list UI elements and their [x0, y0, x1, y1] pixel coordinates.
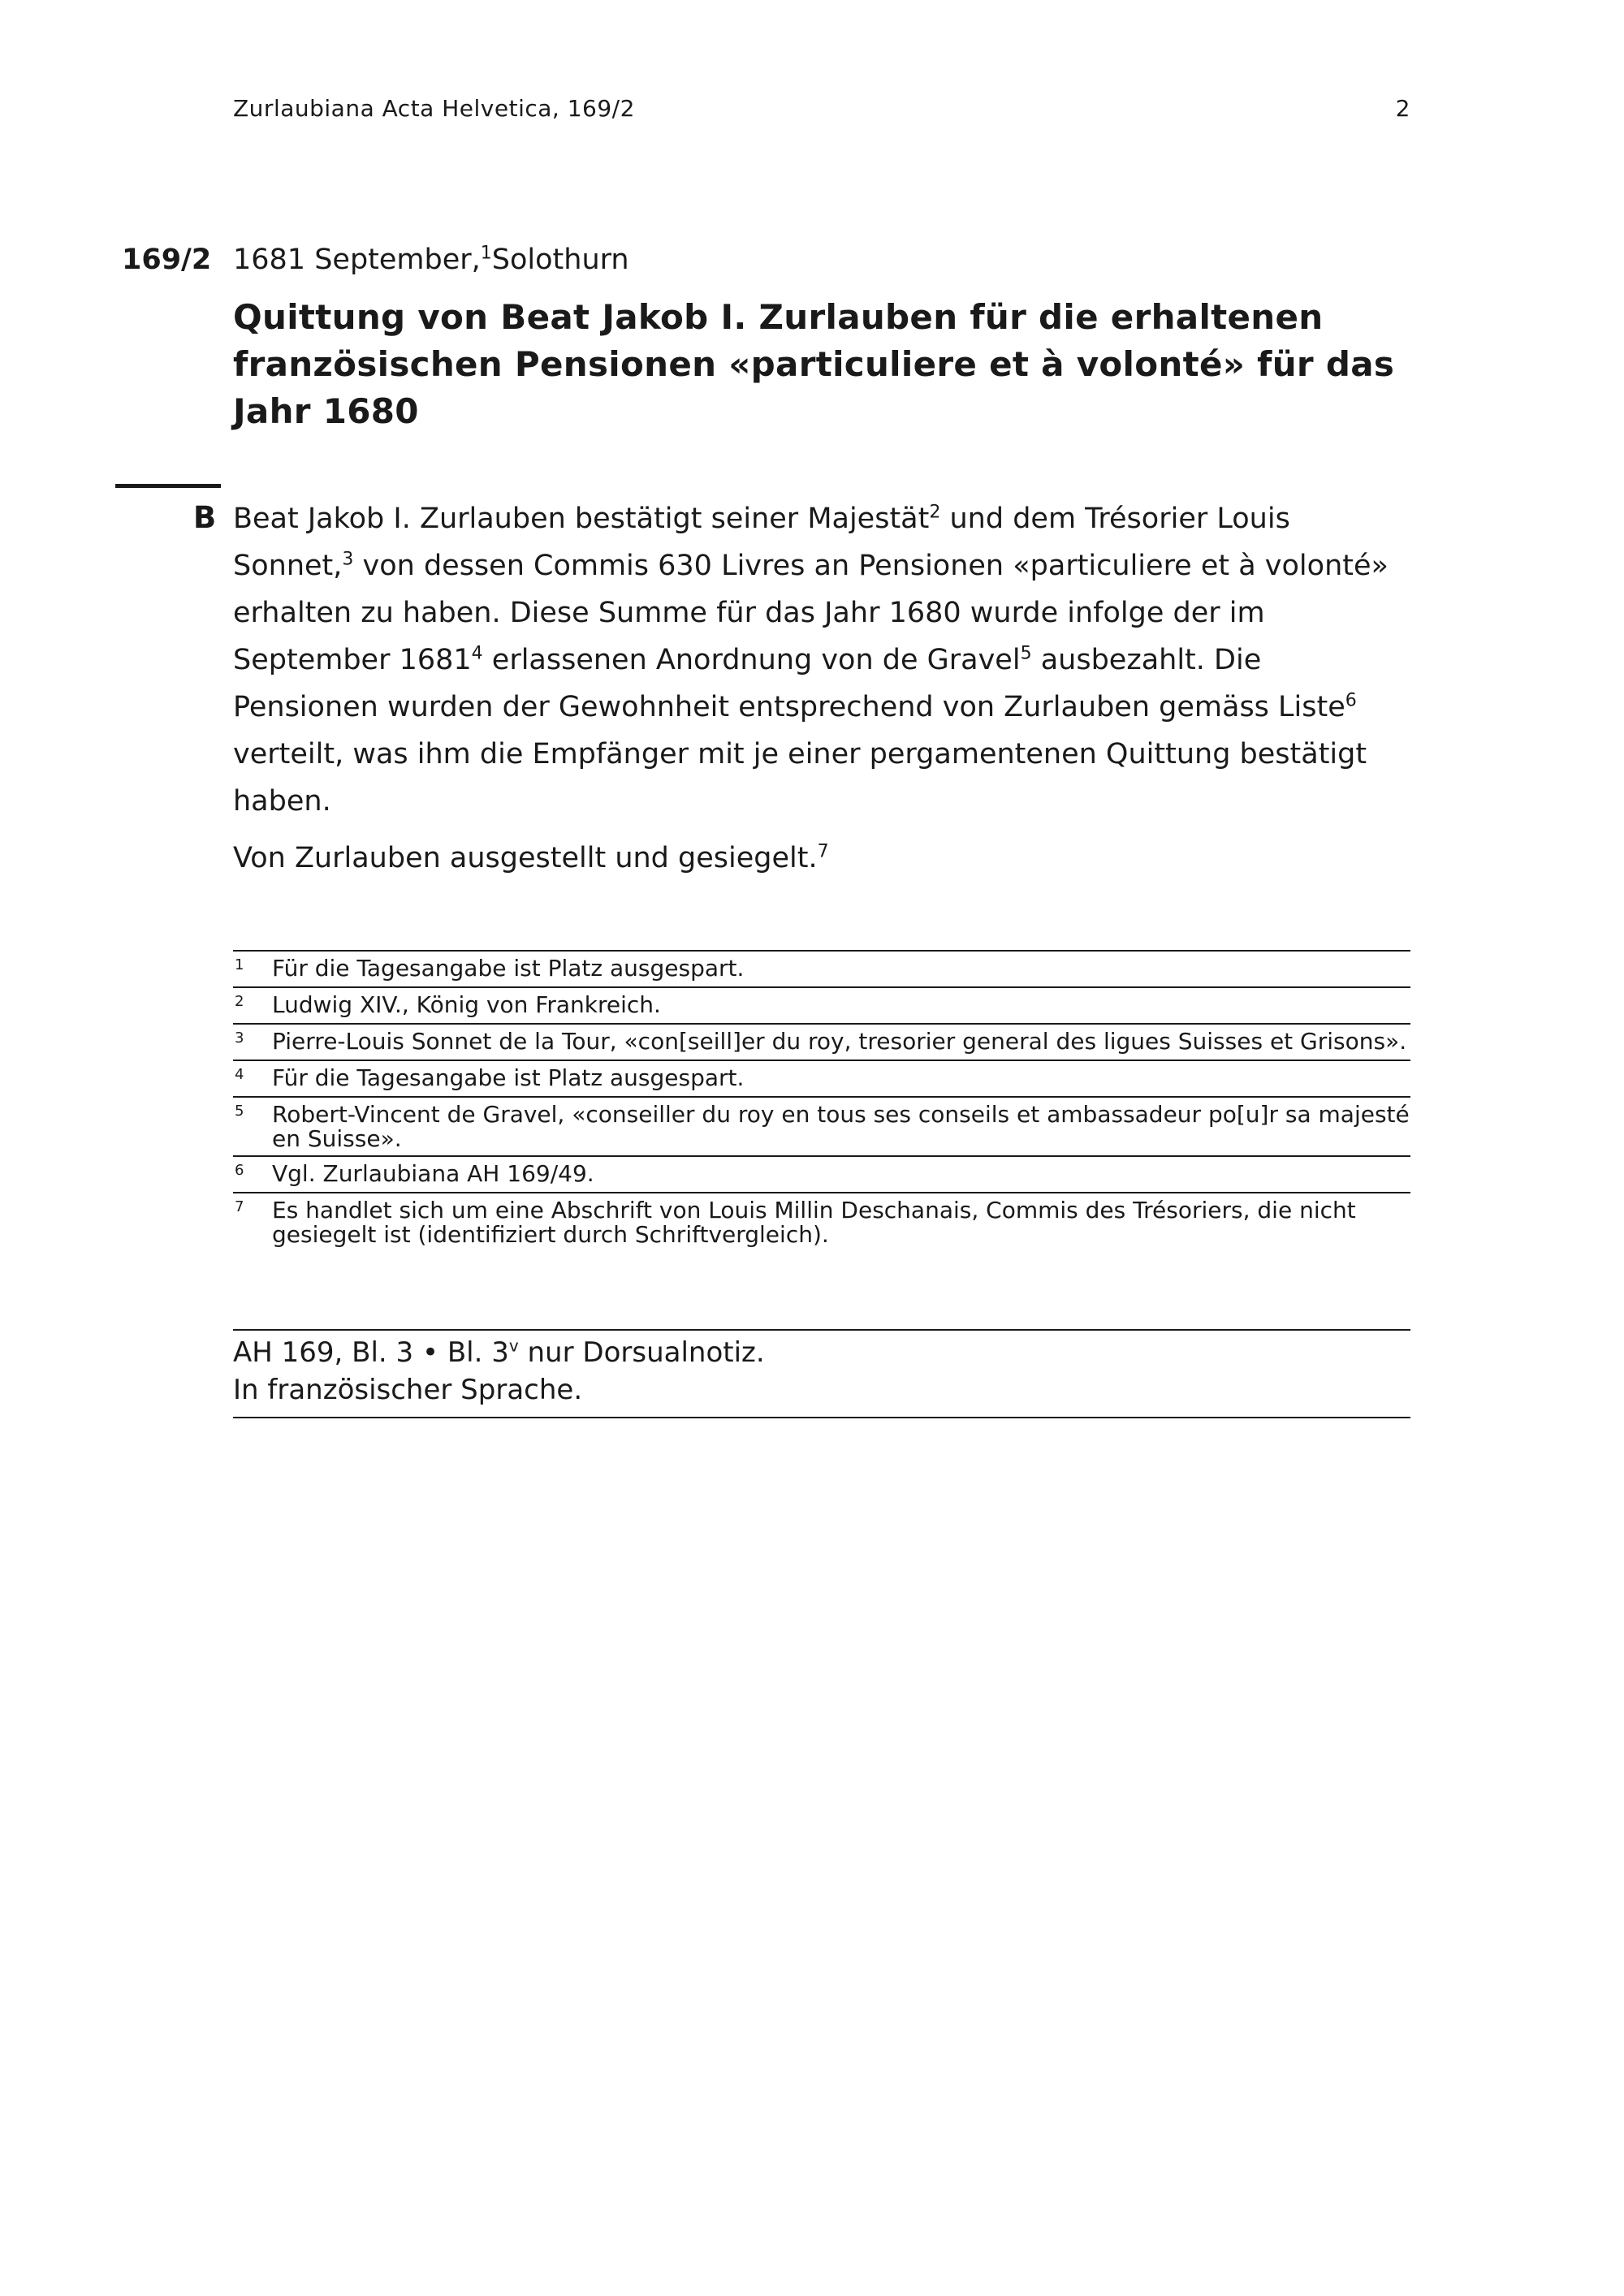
footnote	[233, 1060, 1410, 1096]
footnote-number: 7	[235, 1198, 244, 1215]
language-line: In französischer Sprache.	[233, 1374, 583, 1406]
seal-text: Von Zurlauben ausgestellt und gesiegelt.	[233, 842, 818, 874]
footnote-number: 5	[235, 1103, 244, 1120]
summary-paragraph	[233, 495, 1410, 825]
source-text: nur Dorsualnotiz.	[518, 1336, 765, 1369]
footnote-text: Für die Tagesangabe ist Platz ausgespart.	[272, 1064, 745, 1091]
footnote-ref-7[interactable]: 7	[817, 841, 829, 862]
document-number: 169/2	[122, 244, 212, 276]
source-text: AH 169, Bl. 3 • Bl. 3	[233, 1336, 509, 1369]
footnote-ref-3[interactable]: 3	[342, 549, 354, 570]
summary-text: von dessen Commis 630 Livres an Pensionen «particuliere et à volonté» erhalten zu haben. Diese Summe für das Jahr 1680 wurde infolge der im September 1681	[233, 550, 1389, 676]
verso-mark: v	[508, 1336, 519, 1356]
date-text: 1681 September,	[233, 244, 481, 276]
footnote-number: 4	[235, 1066, 244, 1083]
footnote-text: Pierre-Louis Sonnet de la Tour, «con[seill]er du roy, tresorier general des ligues Suisses et Grisons».	[272, 1028, 1407, 1055]
footnote-ref-1[interactable]: 1	[480, 243, 492, 264]
footnote	[233, 1096, 1410, 1155]
footnote-text: Robert-Vincent de Gravel, «conseiller du roy en tous ses conseils et ambassadeur po[u]r sa majesté en Suisse».	[272, 1101, 1410, 1152]
footnote	[233, 1192, 1410, 1251]
document-title: Quittung von Beat Jakob I. Zurlauben für die erhaltenen französischen Pensionen «particuliere et à volonté» für das Jahr 1680	[233, 297, 1395, 431]
seal-paragraph	[233, 835, 1410, 882]
footnote-ref-2[interactable]: 2	[929, 502, 941, 523]
footnote-ref-5[interactable]: 5	[1020, 643, 1032, 664]
footnote-number: 1	[235, 956, 244, 973]
footnotes	[233, 950, 1410, 1251]
footnote	[233, 986, 1410, 1023]
footnote-text: Vgl. Zurlaubiana AH 169/49.	[272, 1160, 594, 1187]
summary-text: ausbezahlt. Die Pensionen wurden der Gewohnheit entsprechend von Zurlauben gemäss Liste	[233, 644, 1345, 723]
footnote-number: 3	[235, 1029, 244, 1047]
running-head-title: Zurlaubiana Acta Helvetica, 169/2	[233, 95, 635, 122]
source-info	[233, 1329, 1410, 1418]
footnote-text: Es handlet sich um eine Abschrift von Louis Millin Deschanais, Commis des Trésoriers, die nicht gesiegelt ist (identifiziert durch Schriftvergleich).	[272, 1197, 1356, 1248]
summary-text: Beat Jakob I. Zurlauben bestätigt seiner Majestät	[233, 503, 930, 535]
summary-text: erlassenen Anordnung von de Gravel	[482, 644, 1021, 676]
footnote-number: 6	[235, 1162, 244, 1179]
footnote	[233, 1023, 1410, 1060]
version-marker: B	[193, 500, 217, 535]
footnote-text: Ludwig XIV., König von Frankreich.	[272, 991, 661, 1018]
footnote-ref-6[interactable]: 6	[1345, 690, 1357, 711]
place-text: Solothurn	[491, 244, 629, 276]
footnote-number: 2	[235, 993, 244, 1010]
summary-text: und dem Trésorier Louis Sonnet,	[233, 503, 1290, 582]
summary-text: verteilt, was ihm die Empfänger mit je einer pergamentenen Quittung bestätigt haben.	[233, 738, 1367, 818]
running-head	[233, 95, 1410, 127]
footnote-ref-4[interactable]: 4	[471, 643, 483, 664]
footnote	[233, 950, 1410, 986]
margin-rule	[115, 484, 221, 488]
source-line	[233, 1334, 1410, 1371]
page-number: 2	[1395, 95, 1410, 122]
footnote-text: Für die Tagesangabe ist Platz ausgespart.	[272, 955, 745, 982]
footnote	[233, 1155, 1410, 1192]
date-line	[233, 244, 629, 276]
